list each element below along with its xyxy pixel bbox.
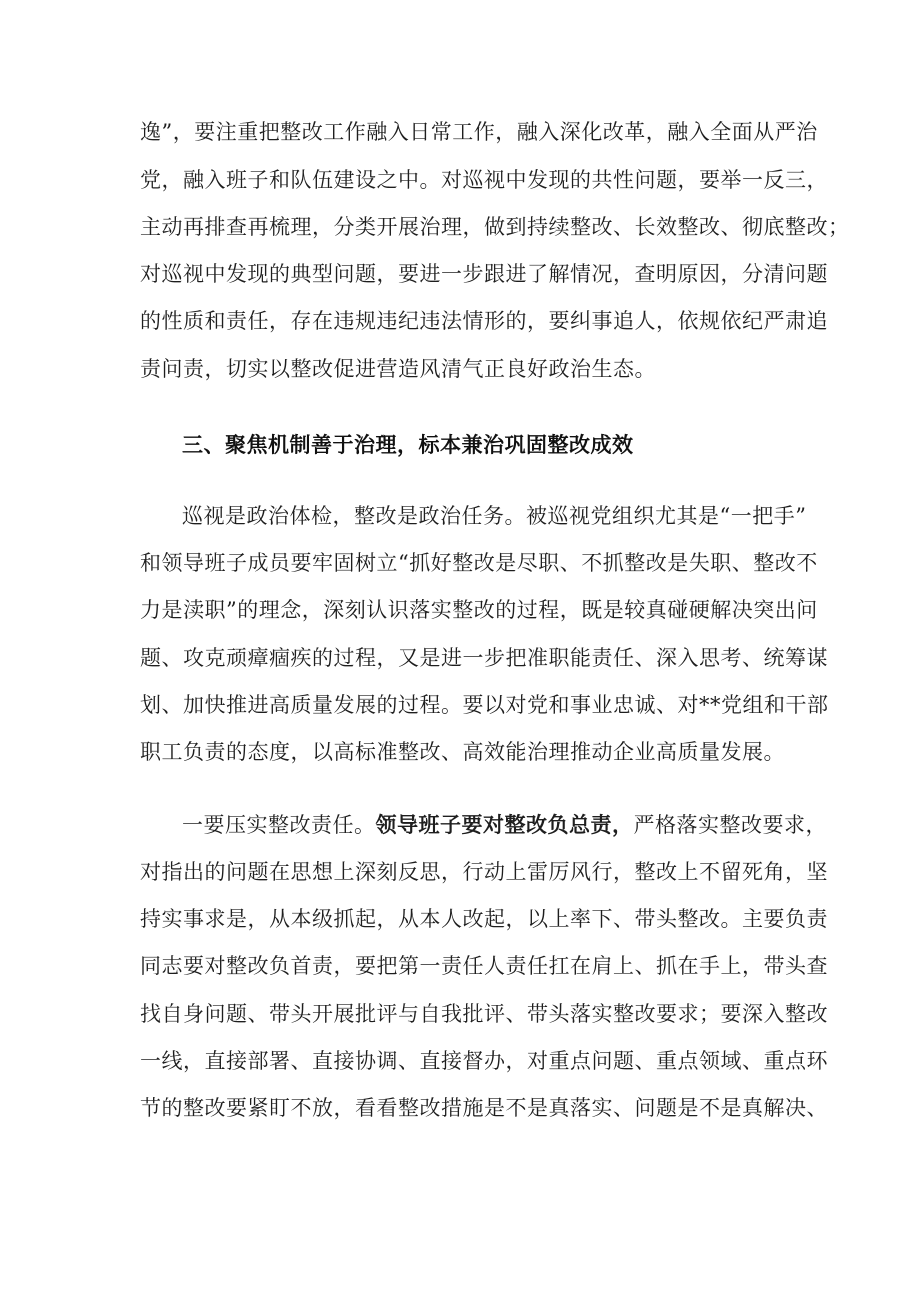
paragraph-1-line-6: 责问责，切实以整改促进营造风清气正良好政治生态。 <box>140 357 656 381</box>
paragraph-3-line-2: 对指出的问题在思想上深刻反思，行动上雷厉风行，整改上不留死角，坚 <box>140 860 828 884</box>
paragraph-1-line-3: 主动再排查再梳理，分类开展治理，做到持续整改、长效整改、彻底整改； <box>140 215 850 239</box>
paragraph-3-emphasis: 领导班子要对整改负总责， <box>375 813 634 837</box>
paragraph-3-line-3: 持实事求是，从本级抓起，从本人改起，以上率下、带头整改。主要负责 <box>140 907 828 931</box>
paragraph-3-lead: 一要压实整改责任。 <box>182 813 376 837</box>
paragraph-1-line-1: 逸”，要注重把整改工作融入日常工作，融入深化改革，融入全面从严治 <box>140 120 818 144</box>
paragraph-2-line-6: 职工负责的态度，以高标准整改、高效能治理推动企业高质量发展。 <box>140 740 785 764</box>
paragraph-2-line-5: 划、加快推进高质量发展的过程。要以对党和事业忠诚、对**党组和干部 <box>140 693 829 717</box>
paragraph-1-line-5: 的性质和责任，存在违规违纪违法情形的，要纠事追人，依规依纪严肃追 <box>140 309 828 333</box>
paragraph-1-line-4: 对巡视中发现的典型问题，要进一步跟进了解情况，查明原因，分清问题 <box>140 262 828 286</box>
paragraph-3-line-7: 节的整改要紧盯不放，看看整改措施是不是真落实、问题是不是真解决、 <box>140 1096 828 1120</box>
paragraph-1-line-2: 党，融入班子和队伍建设之中。对巡视中发现的共性问题，要举一反三， <box>140 168 828 192</box>
paragraph-3-line-1 <box>182 805 827 845</box>
paragraph-2-line-1: 巡视是政治体检，整改是政治任务。被巡视党组织尤其是“一把手” <box>182 504 807 528</box>
paragraph-3-line-4: 同志要对整改负首责，要把第一责任人责任扛在肩上、抓在手上，带头查 <box>140 954 828 978</box>
section-heading: 三、聚焦机制善于治理，标本兼治巩固整改成效 <box>182 433 634 457</box>
paragraph-3-lead-rest: 严格落实整改要求， <box>633 813 827 837</box>
paragraph-2-line-3: 力是渎职”的理念，深刻认识落实整改的过程，既是较真碰硬解决突出问 <box>140 598 818 622</box>
paragraph-2-line-2: 和领导班子成员要牢固树立“抓好整改是尽职、不抓整改是失职、整改不 <box>140 551 818 575</box>
paragraph-2-line-4: 题、攻克顽瘴痼疾的过程，又是进一步把准职能责任、深入思考、统筹谋 <box>140 646 828 670</box>
paragraph-3-line-5: 找自身问题、带头开展批评与自我批评、带头落实整改要求；要深入整改 <box>140 1002 828 1026</box>
paragraph-3-line-6: 一线，直接部署、直接协调、直接督办，对重点问题、重点领域、重点环 <box>140 1049 828 1073</box>
